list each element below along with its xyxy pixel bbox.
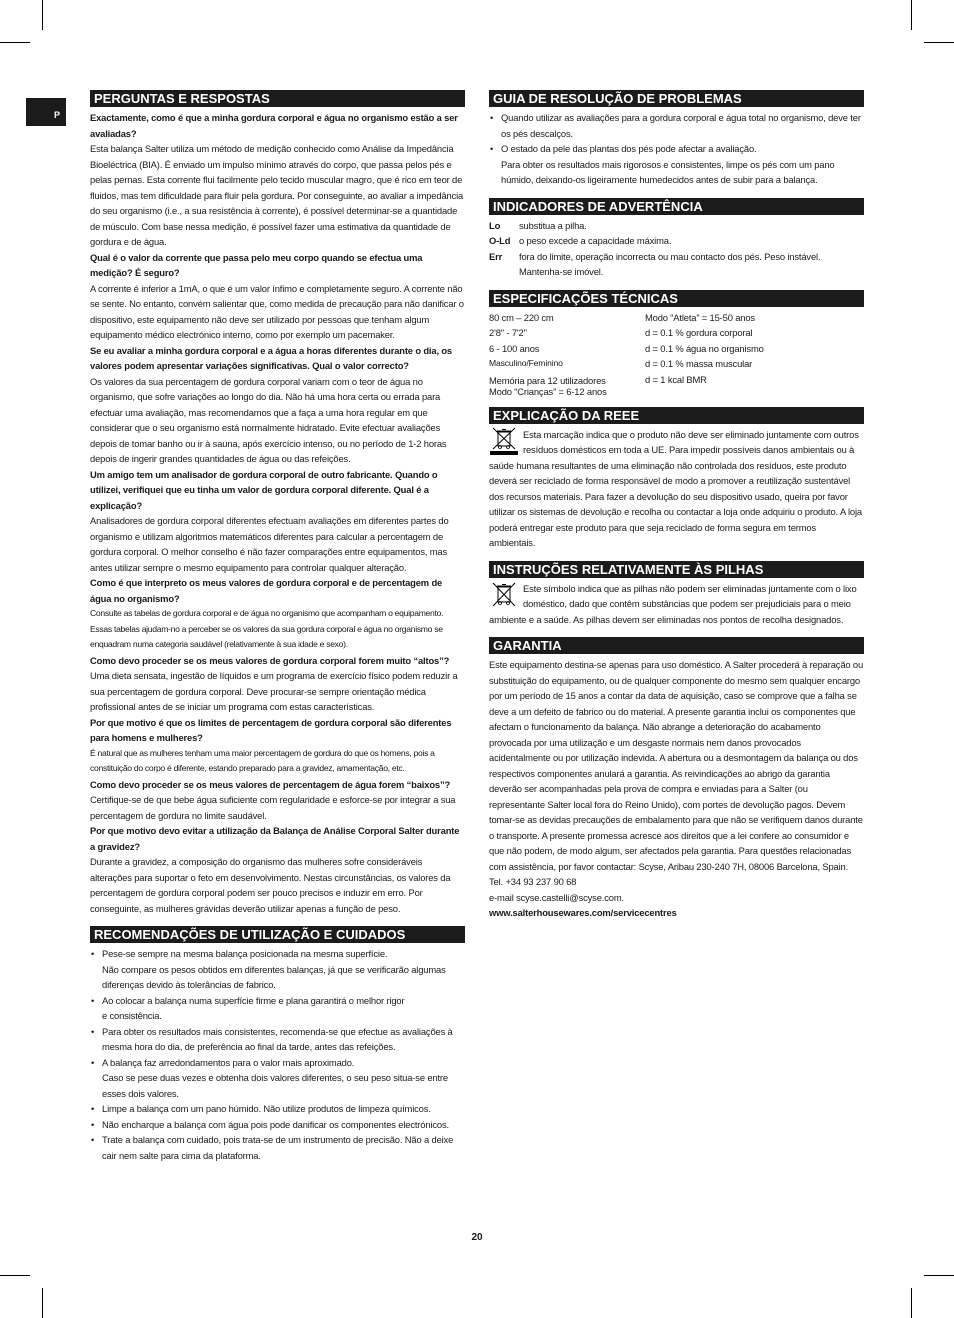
faq-question: Como devo proceder se os meus valores de percentagem de água forem “baixos”? — [90, 778, 451, 790]
crop-mark — [924, 1275, 954, 1276]
faq-answer: Consulte as tabelas de gordura corporal e de água no organismo que acompanham o equipamento. Essas tabelas ajudam-no a perceber se os valores da sua gordura corporal e água no organismo se enquadram numa categoria saudável (relativamente à sua idade e sexo). — [90, 608, 444, 649]
warranty-section — [489, 637, 864, 921]
spec-value: Modo “Atleta” = 15-50 anos — [645, 311, 755, 323]
list-item-subtext: e consistência. — [102, 1010, 162, 1021]
list-item-subtext: Caso se pese duas vezes e obtenha dois valores diferentes, o seu peso situa-se entre esses dois valores. — [102, 1072, 448, 1099]
spec-value: d = 1 kcal BMR — [645, 373, 707, 385]
list-item-subtext: Não compare os pesos obtidos em diferentes balanças, já que se verificarão algumas diferenças devido às tolerâncias de fabrico. — [102, 963, 446, 990]
faq-question: Como devo proceder se os meus valores de gordura corporal forem muito “altos”? — [90, 654, 450, 666]
faq-heading: PERGUNTAS E RESPOSTAS — [90, 90, 465, 107]
list-item-text: Não encharque a balança com água pois pode danificar os componentes electrónicos. — [102, 1118, 449, 1130]
crop-mark — [911, 0, 912, 30]
list-item — [90, 993, 465, 1024]
batteries-heading: INSTRUÇÕES RELATIVAMENTE ÀS PILHAS — [489, 561, 864, 578]
spec-value: d = 0.1 % massa muscular — [645, 358, 753, 369]
list-item-subtext: Para obter os resultados mais rigorosos e consistentes, limpe os pés com um pano húmido, deixando-os ligeiramente humedecidos antes de subir para a balança. — [501, 158, 835, 185]
list-item-text: Quando utilizar as avaliações para a gordura corporal e água total no organismo, deve ter os pés descalços. — [501, 112, 861, 139]
faq-question: Por que motivo é que os limites de percentagem de gordura corporal são diferentes para homens e mulheres? — [90, 716, 452, 743]
list-item-text: Ao colocar a balança numa superfície firme e plana garantirá o melhor rigor — [102, 994, 405, 1006]
crop-mark — [42, 1288, 43, 1318]
crossed-bin-icon — [489, 427, 519, 455]
list-item — [90, 1055, 465, 1102]
warnings-list — [489, 218, 864, 280]
crop-mark — [924, 42, 954, 43]
usage-heading: RECOMENDAÇÕES DE UTILIZAÇÃO E CUIDADOS — [90, 926, 465, 943]
warnings-heading: INDICADORES DE ADVERTÊNCIA — [489, 198, 864, 215]
crop-mark — [0, 42, 30, 43]
list-item-text: Limpe a balança com um pano húmido. Não utilize produtos de limpeza químicos. — [102, 1103, 431, 1114]
list-item-text: Trate a balança com cuidado, pois trata-se de um instrumento de precisão. Não a deixe cair nem salte para cima da plataforma. — [102, 1134, 454, 1161]
list-item-text: Pese-se sempre na mesma balança posicionada na mesma superfície. — [102, 948, 388, 959]
warning-code: Err — [489, 250, 503, 262]
specs-heading: ESPECIFICAÇÕES TÉCNICAS — [489, 290, 864, 307]
language-tab — [26, 98, 66, 126]
right-column — [489, 90, 864, 931]
faq-answer: Esta balança Salter utiliza um método de medição conhecido como Análise da Impedância Bioeléctrica (BIA). É enviado um impulso mínimo através do corpo, que passa pelos pés e pelas pernas. Esta corrente flui facilmente pelo tecido muscular magro, que é rico em teor de fluidos, mas tem dificuldade para fluir pela gordura. Por conseguinte, ao avaliar a impedância do seu organismo (i.e., a sua resistência à corrente), é possível determinar-se a quantidade de músculo. Com base nessa medição, é possível fazer uma estimativa da quantidade de gordura e de água. — [90, 143, 464, 247]
troubleshoot-section — [489, 90, 864, 188]
crop-mark — [0, 1275, 30, 1276]
faq-answer: Os valores da sua percentagem de gordura corporal variam com o teor de água no organismo, que sofre variações ao longo do dia. Não há uma hora certa ou errada para efectuar uma avaliação, mas recomendamos que a faça a uma hora regular em que considerar que o seu organismo está normalmente hidratado. Evite efectuar avaliações depois de tomar banho ou ir à sauna, após exercício intenso, ou no período de 1-2 horas depois de ingerir grandes quantidades de água ou das refeições. — [90, 375, 447, 464]
faq-question: Qual é o valor da corrente que passa pelo meu corpo quando se efectua uma medição? É seguro? — [90, 251, 423, 278]
list-item — [90, 1117, 465, 1133]
troubleshoot-list — [489, 110, 864, 188]
list-item-text: A balança faz arredondamentos para o valor mais aproximado. — [102, 1056, 355, 1068]
spec-value: d = 0.1 % gordura corporal — [645, 327, 753, 338]
spec-value: 2'8" - 7'2" — [489, 327, 527, 338]
faq-answer: Durante a gravidez, a composição do organismo das mulheres sofre consideráveis alterações para suportar o feto em desenvolvimento. Nestas circunstâncias, os valores da percentagem de gordura corporal podem ser pouco precisos e induzir em erro. Por conseguinte, as mulheres grávidas deverão utilizar apenas a função de peso. — [90, 856, 451, 914]
warning-code: O-Ld — [489, 235, 511, 246]
crossed-bin-battery-icon — [489, 581, 519, 609]
page-number: 20 — [471, 1232, 483, 1243]
list-item — [489, 141, 864, 188]
warning-text: fora do limite, operação incorrecta ou mau contacto dos pés. Peso instável. Mantenha-se imóvel. — [519, 250, 821, 277]
list-item-text: O estado da pele das plantas dos pés pode afectar a avaliação. — [501, 143, 757, 154]
faq-question: Um amigo tem um analisador de gordura corporal de outro fabricante. Quando o utilizei, verifiquei que eu tinha um valor de gordura corporal diferente. Qual é a explicação? — [90, 468, 438, 511]
specs-col-1 — [489, 310, 645, 397]
batteries-section — [489, 561, 864, 628]
warranty-heading: GARANTIA — [489, 637, 864, 654]
list-item-text: Para obter os resultados mais consistentes, recomenda-se que efectue as avaliações à mesma hora do dia, de preferência ao final da tarde, antes das refeições. — [102, 1025, 453, 1052]
spec-value: 6 - 100 anos — [489, 342, 540, 354]
spec-value: Modo “Crianças” = 6-12 anos — [489, 385, 607, 397]
batteries-text: Este símbolo indica que as pilhas não podem ser eliminadas juntamente com o lixo doméstico, dado que contêm substâncias que podem ser prejudiciais para o meio ambiente e a saúde. As pilhas devem ser eliminadas nos pontos de recolha designados. — [489, 582, 857, 625]
faq-answer: A corrente é inferior a 1mA, o que é um valor ínfimo e completamente seguro. A corrente não se sente. No entanto, convém salientar que, como medida de precaução para não danificar o dispositivo, este equipamento não deve ser utilizado por pessoas que tenham algum equipamento médico electrónico interno, como por exemplo um pacemaker. — [90, 282, 464, 340]
weee-text: Esta marcação indica que o produto não deve ser eliminado juntamente com outros resíduos domésticos em toda a UE. Para impedir possíveis danos ambientais ou à saúde humana resultantes de uma eliminação não controlada dos resíduos, este produto deverá ser reciclado de forma responsável de modo a promover a reutilização sustentável dos recursos materiais. Para fazer a devolução do seu dispositivo usado, queira por favor utilizar os sistemas de devolução e recolha ou contactar a loja onde adquiriu o produto. A loja poderá entregar este produto para que seja reciclado de forma segura em termos ambientais. — [489, 428, 862, 548]
usage-list — [90, 946, 465, 1163]
spec-value: d = 0.1 % água no organismo — [645, 342, 764, 354]
warning-row — [489, 218, 864, 234]
list-item — [90, 1132, 465, 1163]
faq-section — [90, 90, 465, 916]
list-item — [90, 1101, 465, 1117]
faq-question: Por que motivo devo evitar a utilização da Balança de Análise Corporal Salter durante a gravidez? — [90, 825, 460, 852]
language-tab-letter: P — [53, 110, 60, 120]
weee-section — [489, 407, 864, 551]
faq-answer: Analisadores de gordura corporal diferentes efectuam avaliações em diferentes partes do organismo e utilizam algoritmos matemáticos diferentes para calcular a percentagem de gordura corporal. O melhor conselho é não fazer comparações entre equipamentos, mas antes utilizar sempre o mesmo equipamento para controlar qualquer alteração. — [90, 515, 449, 573]
list-item — [489, 110, 864, 141]
warranty-email: e-mail scyse.castelli@scyse.com. — [489, 891, 624, 903]
faq-answer: Uma dieta sensata, ingestão de líquidos e um programa de exercício físico podem reduzir a sua percentagem de gordura corporal. Deve procurar-se sempre orientação médica profissional antes de se iniciar um programa com estas características. — [90, 670, 458, 712]
warning-text: o peso excede a capacidade máxima. — [519, 235, 672, 246]
warning-row — [489, 233, 864, 249]
specs-col-2 — [645, 310, 864, 397]
warning-code: Lo — [489, 219, 501, 231]
faq-question: Exactamente, como é que a minha gordura corporal e água no organismo estão a ser avaliadas? — [90, 112, 458, 139]
faq-question: Como é que interpreto os meus valores de gordura corporal e de percentagem de água no organismo? — [90, 577, 443, 604]
spec-value: Masculino/Feminino — [489, 358, 563, 368]
crop-mark — [42, 0, 43, 30]
weee-heading: EXPLICAÇÃO DA REEE — [489, 407, 864, 424]
spec-value: 80 cm – 220 cm — [489, 311, 554, 323]
specs-table — [489, 310, 864, 397]
specs-section — [489, 290, 864, 397]
spec-value: Memória para 12 utilizadores — [489, 374, 606, 386]
list-item — [90, 1024, 465, 1055]
crop-mark — [911, 1288, 912, 1318]
troubleshoot-heading: GUIA DE RESOLUÇÃO DE PROBLEMAS — [489, 90, 864, 107]
faq-question: Se eu avaliar a minha gordura corporal e a água a horas diferentes durante o dia, os valores podem apresentar variações significativas. Qual o valor correcto? — [90, 344, 452, 371]
usage-section — [90, 926, 465, 1163]
list-item — [90, 946, 465, 993]
warranty-text: Este equipamento destina-se apenas para uso doméstico. A Salter procederá à reparação ou substituição do equipamento, ou de qualquer componente do mesmo sem qualquer encargo por um período de 15 anos a contar da data de aquisição, caso se comprove que a falha se deve a um defeito de fabrico ou do material. A presente garantia inclui os componentes que afectam o funcionamento da balança. Não abrange a deterioração do acabamento provocada por uma utilização e um desgaste normais nem danos provocados acidentalmente ou por utilização indevida. A abertura ou a desmontagem da balança ou dos respectivos componentes anulará a garantia. As reivindicações ao abrigo da garantia deverão ser acompanhadas pela prova de compra e enviadas para a Salter (ou representante Salter local fora do Reino Unido), com portes de devolução pagos. Devem tomar-se as devidas precauções de embalamento para que não se verifiquem danos durante o transporte. A presente promessa acresce aos direitos que a lei confere ao consumidor e que não podem, de modo algum, ser afectados pela garantia. Para questões relacionadas com assistência, por favor contactar: Scyse, Aribau 230-240 7H, 08006 Barcelona, Spain. Tel. +34 93 237 90 68 — [489, 659, 864, 887]
faq-answer: Certifique-se de que bebe água suficiente com regularidade e esforce-se por integrar a sua percentagem de gordura no limite saudável. — [90, 794, 456, 821]
warning-text: substitua a pilha. — [519, 219, 587, 231]
faq-list — [90, 110, 465, 916]
left-column — [90, 90, 465, 1173]
warranty-url-link[interactable]: www.salterhousewares.com/servicecentres — [489, 907, 677, 918]
warning-row — [489, 249, 864, 280]
warnings-section — [489, 198, 864, 280]
faq-answer: É natural que as mulheres tenham uma maior percentagem de gordura do que os homens, pois a constituição do corpo é diferente, estando preparado para a gravidez, amamentação, etc. — [90, 747, 435, 773]
